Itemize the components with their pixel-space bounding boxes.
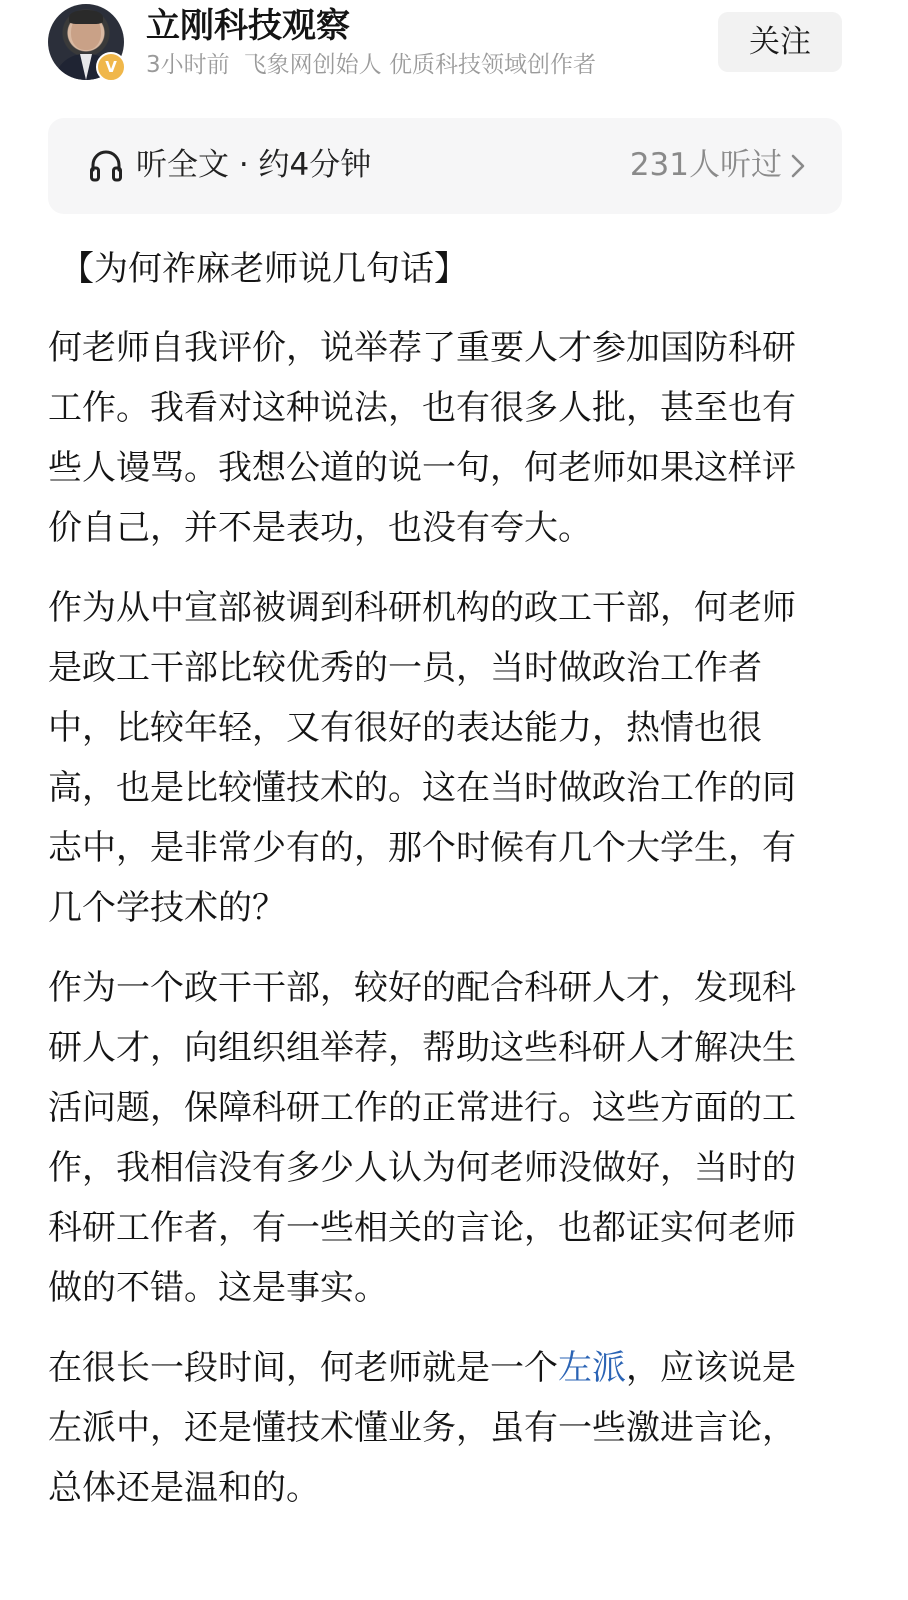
author-description: 飞象网创始人 优质科技领域创作者 xyxy=(243,52,596,78)
article-title: 【为何祚麻老师说几句话】 xyxy=(60,249,468,289)
listen-label: 听全文 · 约4分钟 xyxy=(136,147,372,183)
verified-badge-icon: V xyxy=(96,52,126,82)
chevron-right-icon xyxy=(790,153,806,179)
listen-count: 231人听过 xyxy=(629,147,782,183)
headphone-icon xyxy=(88,148,124,184)
article-paragraph-3: 作为一个政干干部，较好的配合科研人才，发现科研人才，向组织组举荐，帮助这些科研人才解决生活问题，保障科研工作的正常进行。这些方面的工作，我相信没有多少人认为何老师没做好，当时的科研工作者，有一些相关的言论，也都证实何老师做的不错。这是事实。 xyxy=(48,968,796,1308)
article-body xyxy=(48,232,820,1518)
paragraph-text: ，应该说是左派中，还是懂技术懂业务，虽有一些激进言论，总体还是温和的。 xyxy=(48,1348,796,1508)
listen-full-text-bar[interactable] xyxy=(48,118,842,214)
author-meta xyxy=(146,50,596,80)
author-header xyxy=(0,0,908,100)
author-name[interactable]: 立刚科技观察 xyxy=(146,6,350,46)
paragraph-text: 在很长一段时间，何老师就是一个 xyxy=(48,1348,558,1388)
topic-link[interactable]: 左派 xyxy=(558,1348,626,1388)
follow-button[interactable]: 关注 xyxy=(718,12,842,72)
avatar-hair xyxy=(69,10,103,24)
post-time: 3小时前 xyxy=(146,52,230,78)
article-paragraph-1: 何老师自我评价，说举荐了重要人才参加国防科研工作。我看对这种说法，也有很多人批，甚至也有些人谩骂。我想公道的说一句，何老师如果这样评价自己，并不是表功，也没有夸大。 xyxy=(48,328,796,548)
article-paragraph-2: 作为从中宣部被调到科研机构的政工干部，何老师是政工干部比较优秀的一员，当时做政治工作者中，比较年轻，又有很好的表达能力，热情也很高，也是比较懂技术的。这在当时做政治工作的同志中，是非常少有的，那个时候有几个大学生，有几个学技术的？ xyxy=(48,588,796,928)
article-paragraph-4 xyxy=(48,1338,820,1518)
